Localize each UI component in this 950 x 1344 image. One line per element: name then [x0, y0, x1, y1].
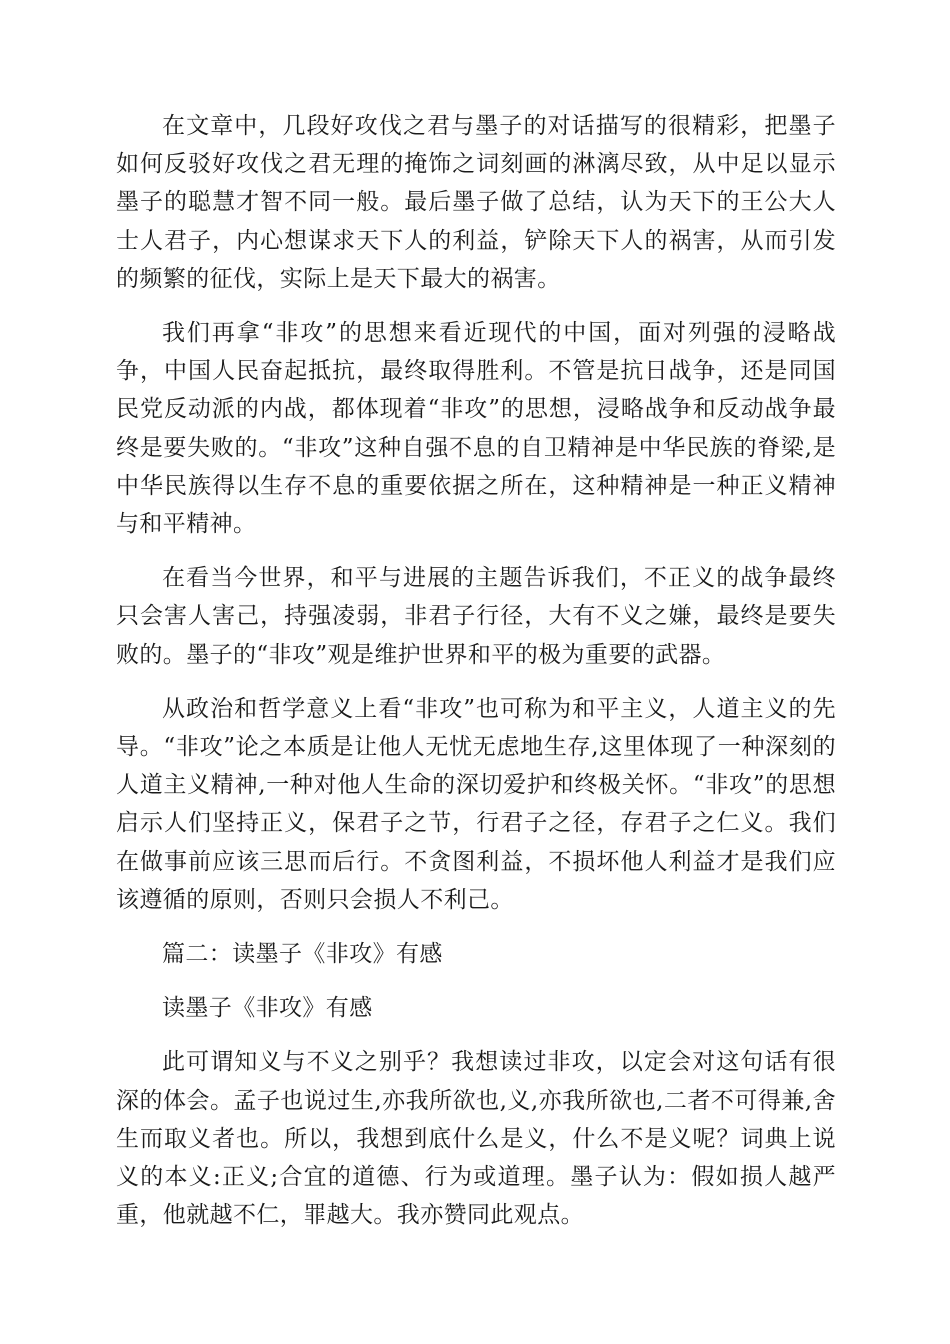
paragraph: 在文章中，几段好攻伐之君与墨子的对话描写的很精彩，把墨子如何反驳好攻伐之君无理的掩饰之词刻画的淋漓尽致，从中足以显示墨子的聪慧才智不同一般。最后墨子做了总结，认为天下的王公大人士人君子，内心想谋求天下人的利益，铲除天下人的祸害，从而引发的频繁的征伐，实际上是天下最大的祸害。	[116, 113, 836, 292]
paragraph: 在看当今世界，和平与进展的主题告诉我们，不正义的战争最终只会害人害己，持强凌弱，非君子行径，大有不义之嫌，最终是要失败的。墨子的“非攻”观是维护世界和平的极为重要的武器。	[116, 565, 836, 668]
document-page	[116, 107, 836, 1250]
paragraph: 我们再拿“非攻”的思想来看近现代的中国，面对列强的浸略战争，中国人民奋起抵抗，最终取得胜利。不管是抗日战争，还是同国民党反动派的内战，都体现着“非攻”的思想，浸略战争和反动战争最终是要失败的。“非攻”这种自强不息的自卫精神是中华民族的脊梁,是中华民族得以生存不息的重要依据之所在，这种精神是一种正义精神与和平精神。	[116, 320, 836, 538]
paragraph: 从政治和哲学意义上看“非攻”也可称为和平主义，人道主义的先导。“非攻”论之本质是让他人无忧无虑地生存,这里体现了一种深刻的人道主义精神,一种对他人生命的深切爱护和终极关怀。“非攻”的思想启示人们坚持正义，保君子之节，行君子之径，存君子之仁义。我们在做事前应该三思而后行。不贪图利益，不损坏他人利益才是我们应该遵循的原则，否则只会损人不利己。	[116, 695, 836, 913]
section-heading: 篇二：读墨子《非攻》有感	[162, 941, 443, 968]
paragraph: 此可谓知义与不义之别乎？我想读过非攻，以定会对这句话有很深的体会。孟子也说过生,亦我所欲也,义,亦我所欲也,二者不可得兼,舍生而取义者也。所以，我想到底什么是义，什么不是义呢？词典上说义的本义:正义;合宜的道德、行为或道理。墨子认为：假如损人越严重，他就越不仁，罪越大。我亦赞同此观点。	[116, 1049, 836, 1229]
sub-heading: 读墨子《非攻》有感	[162, 995, 373, 1022]
